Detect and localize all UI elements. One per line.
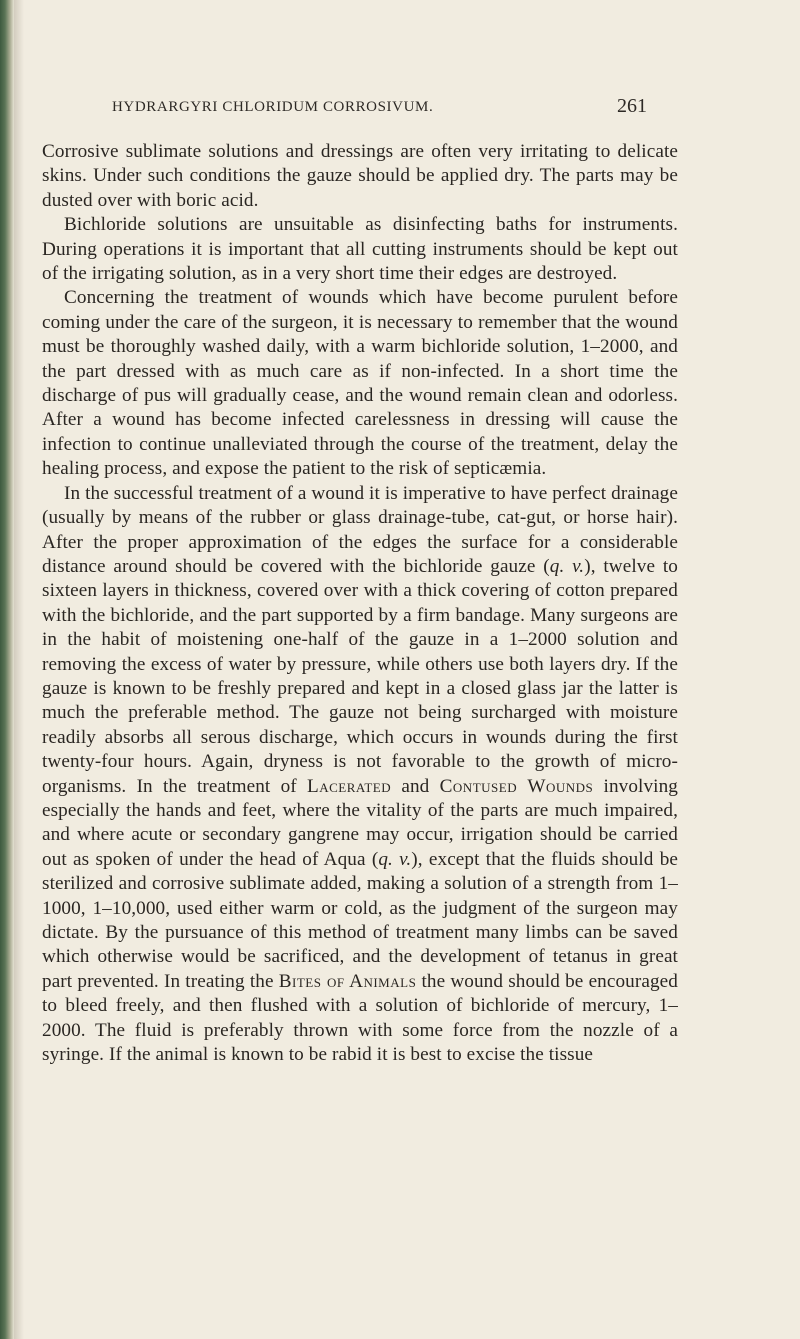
page-header	[42, 95, 682, 125]
paragraph-instruments: Bichloride solutions are unsuitable as disinfecting baths for instruments. During operations it is important that all cutting instruments should be kept out of the irrigating solution, as in a very short time their edges are destroyed.	[42, 214, 678, 285]
body-text	[42, 140, 678, 1067]
small-caps-heading-contused-wounds: Contused Wounds	[439, 775, 594, 797]
paragraph-text-segment: In the successful treatment of a wound it is imperative to have perfect drainage (usually by means of the rubber or glass drainage-tube, cat-gut, or horse hair). After the proper approximation of the edges the surface for a considerable distance around should be covered with the bichloride gauze (	[42, 482, 678, 577]
small-caps-heading-bites-of-animals: Bites of Animals	[278, 970, 417, 992]
page-gutter-edge	[0, 0, 14, 1339]
paragraph-drainage-treatment	[42, 482, 678, 1068]
quod-vide-reference: q. v.	[378, 848, 412, 870]
quod-vide-reference: q. v.	[549, 555, 585, 577]
paragraph-text-segment: and	[391, 775, 440, 797]
page-number: 261	[617, 95, 647, 117]
paragraph-gauze-irritation: Corrosive sublimate solutions and dressings are often very irritating to delicate skins. Under such conditions the gauze should be applied dry. The parts may be dusted over with boric acid.	[42, 141, 678, 211]
small-caps-heading-lacerated: Lacerated	[307, 775, 392, 797]
paragraph-text-segment: involving especially the hands and feet, where the vitality of the parts are much impaired, and where acute or secondary gangrene may occur, irrigation should be carried out as spoken of under the head of Aqua (	[42, 775, 678, 870]
running-head: HYDRARGYRI CHLORIDUM CORROSIVUM.	[112, 99, 434, 115]
paragraph-text-segment: the wound should be encouraged to bleed freely, and then flushed with a solution of bichloride of mercury, 1–2000. The fluid is preferably thrown with some force from the nozzle of a syringe. If the animal is known to be rabid it is best to excise the tissue	[42, 970, 678, 1066]
gutter-shadow	[14, 0, 24, 1339]
paragraph-purulent-wounds: Concerning the treatment of wounds which have become purulent before coming under the care of the surgeon, it is necessary to remember that the wound must be thoroughly washed daily, with a warm bichloride solution, 1–2000, and the part dressed with as much care as if non-infected. In a short time the discharge of pus will gradually cease, and the wound remain clean and odorless. After a wound has become infected carelessness in dressing will cause the infection to continue unalleviated through the course of the treatment, delay the healing process, and expose the patient to the risk of septicæmia.	[42, 287, 678, 480]
paragraph-text-segment: ), except that the fluids should be sterilized and corrosive sublimate added, making a solution of a strength from 1–1000, 1–10,000, used either warm or cold, as the judgment of the surgeon may dictate. By the pursuance of this method of treatment many limbs can be saved which otherwise would be sacrificed, and the development of tetanus in great part prevented. In treating the	[42, 848, 679, 992]
paragraph-text-segment: ), twelve to sixteen layers in thickness, covered over with a thick covering of cotton prepared with the bichloride, and the part supported by a firm bandage. Many surgeons are in the habit of moistening one-half of the gauze in a 1–2000 solution and removing the excess of water by pressure, while others use both layers dry. If the gauze is known to be freshly prepared and kept in a closed glass jar the latter is much the preferable method. The gauze not being surcharged with moisture readily absorbs all serous discharge, which occurs in wounds during the first twenty-four hours. Again, dryness is not favorable to the growth of micro-organisms. In the treatment of	[42, 555, 678, 797]
book-page	[42, 0, 682, 1339]
